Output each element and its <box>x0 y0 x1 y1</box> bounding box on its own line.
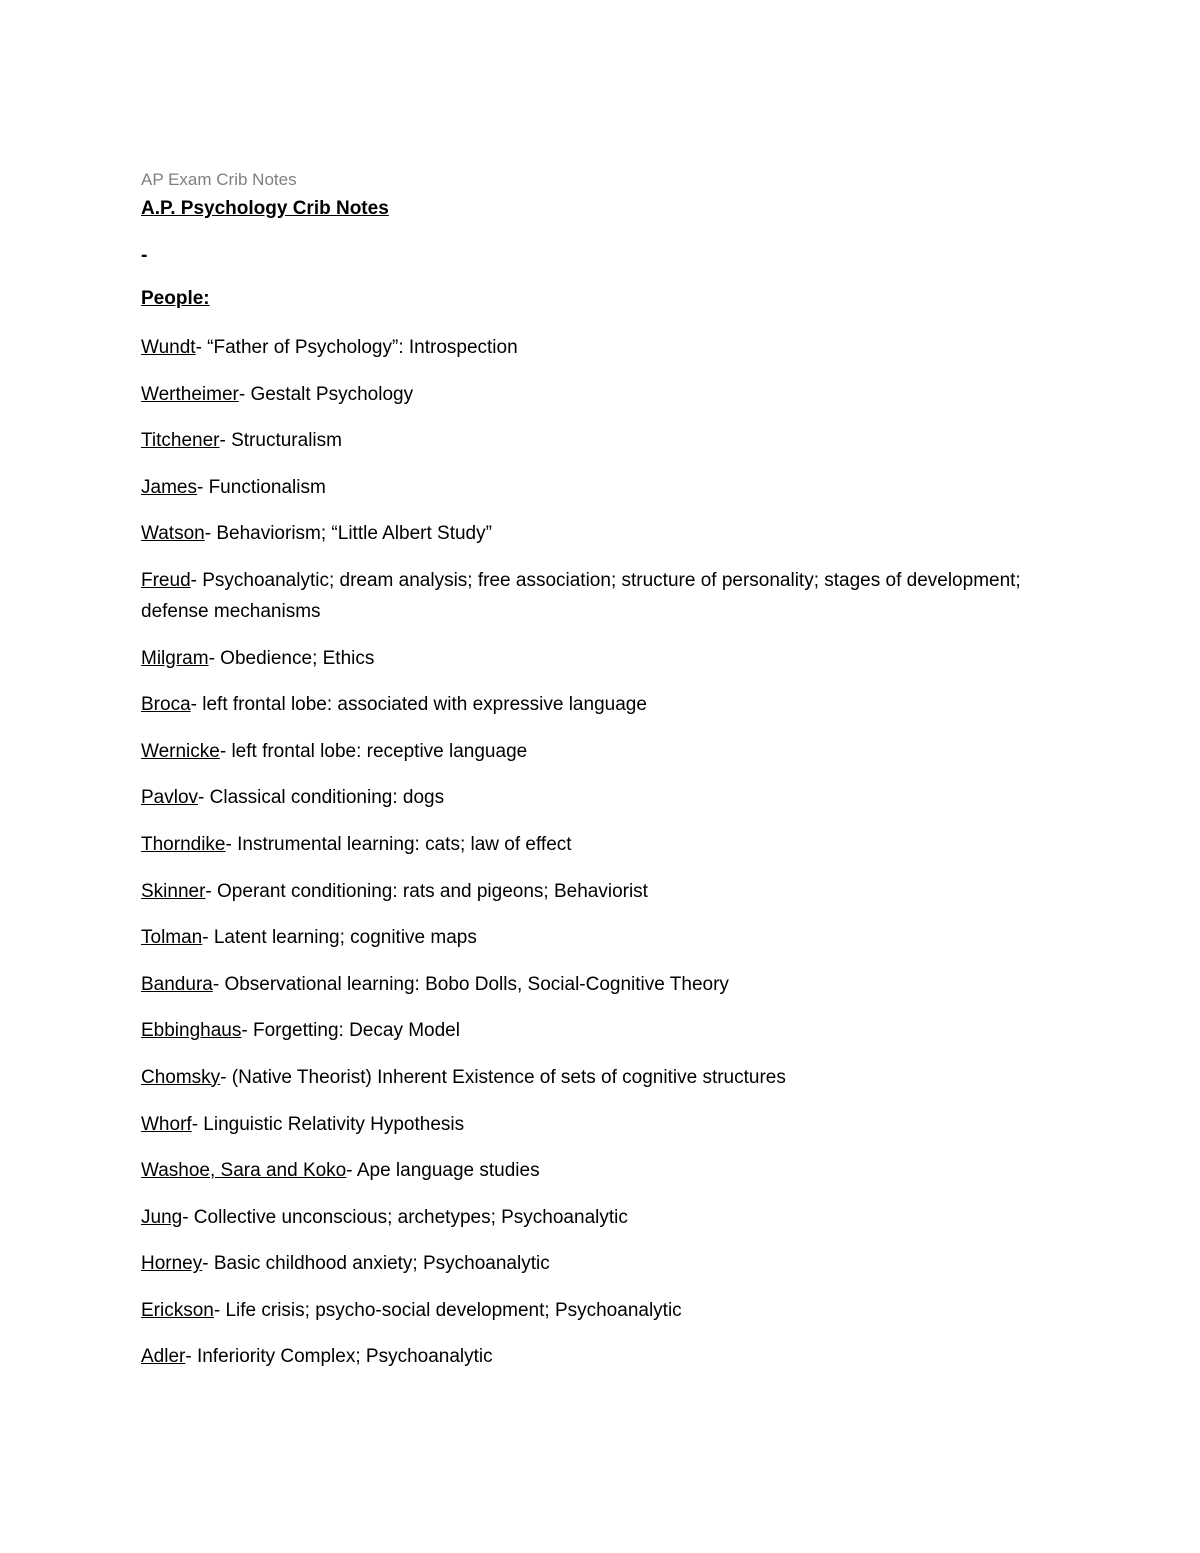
person-name: James <box>141 476 197 498</box>
person-name: Milgram <box>141 647 209 669</box>
list-item <box>141 736 1021 767</box>
list-item <box>141 565 1021 627</box>
list-item <box>141 643 1021 674</box>
person-description: - Obedience; Ethics <box>208 647 375 669</box>
person-description: - Classical conditioning: dogs <box>198 787 445 809</box>
person-name: Wertheimer <box>141 383 239 405</box>
person-description: - Structuralism <box>219 430 342 452</box>
list-item <box>141 1155 1021 1186</box>
person-description: - left frontal lobe: associated with expressive language <box>190 694 647 716</box>
list-item <box>141 969 1021 1000</box>
list-item <box>141 829 1021 860</box>
list-item <box>141 1202 1021 1233</box>
list-item <box>141 518 1021 549</box>
person-name: Broca <box>141 694 191 716</box>
person-name: Tolman <box>141 927 203 949</box>
person-description: - Linguistic Relativity Hypothesis <box>191 1113 465 1135</box>
list-item <box>141 922 1021 953</box>
person-description: - (Native Theorist) Inherent Existence of sets of cognitive structures <box>220 1066 786 1088</box>
person-description: - Ape language studies <box>346 1160 540 1182</box>
person-name: Jung <box>141 1206 183 1228</box>
list-item <box>141 689 1021 720</box>
list-item <box>141 379 1021 410</box>
person-name: Wernicke <box>141 740 220 762</box>
person-name: Ebbinghaus <box>141 1020 242 1042</box>
person-name: Bandura <box>141 973 213 995</box>
list-item <box>141 1341 1021 1372</box>
person-name: Wundt <box>141 337 196 358</box>
list-item <box>141 1109 1021 1140</box>
dash-line: - <box>141 245 148 266</box>
list-item <box>141 1248 1021 1279</box>
person-description: - Operant conditioning: rats and pigeons; Behaviorist <box>205 880 648 902</box>
person-description: - Functionalism <box>196 476 326 498</box>
list-item <box>141 472 1021 503</box>
person-name: Skinner <box>141 880 206 902</box>
person-name: Whorf <box>141 1113 192 1135</box>
person-description: - Life crisis; psycho-social development; Psychoanalytic <box>213 1299 682 1321</box>
person-description: - Basic childhood anxiety; Psychoanalytic <box>202 1253 550 1275</box>
person-description: - Forgetting: Decay Model <box>241 1020 460 1042</box>
person-description: - left frontal lobe: receptive language <box>219 740 528 762</box>
person-name: Thorndike <box>141 833 226 855</box>
person-description: - Behaviorism; “Little Albert Study” <box>204 523 492 545</box>
list-item <box>141 1062 1021 1093</box>
person-description: - Collective unconscious; archetypes; Psychoanalytic <box>182 1206 628 1228</box>
person-name: Titchener <box>141 430 220 452</box>
list-item <box>141 425 1021 456</box>
list-item <box>141 1295 1021 1326</box>
person-description: - “Father of Psychology”: Introspection <box>195 337 518 358</box>
person-name: Erickson <box>141 1299 214 1321</box>
person-name: Watson <box>141 523 205 545</box>
list-item <box>141 876 1021 907</box>
person-description: - Gestalt Psychology <box>238 383 414 405</box>
person-description: - Inferiority Complex; Psychoanalytic <box>185 1346 493 1368</box>
person-name: Horney <box>141 1253 203 1275</box>
person-name: Pavlov <box>141 787 199 809</box>
person-name: Adler <box>141 1346 186 1368</box>
person-name: Freud <box>141 569 191 591</box>
person-name: Chomsky <box>141 1066 221 1088</box>
person-description: - Observational learning: Bobo Dolls, Social-Cognitive Theory <box>212 973 729 995</box>
person-description: - Psychoanalytic; dream analysis; free association; structure of personality; stages of development; defense mechanisms <box>141 569 1021 622</box>
list-item <box>141 332 1021 363</box>
list-item <box>141 1015 1021 1046</box>
document-title: A.P. Psychology Crib Notes <box>141 198 389 219</box>
section-heading-people: People: <box>141 288 210 309</box>
person-description: - Instrumental learning: cats; law of effect <box>225 833 572 855</box>
list-item <box>141 782 1021 813</box>
people-list <box>141 332 1021 1388</box>
page-header: AP Exam Crib Notes <box>141 170 297 189</box>
person-description: - Latent learning; cognitive maps <box>202 927 477 949</box>
person-name: Washoe, Sara and Koko <box>141 1160 347 1182</box>
